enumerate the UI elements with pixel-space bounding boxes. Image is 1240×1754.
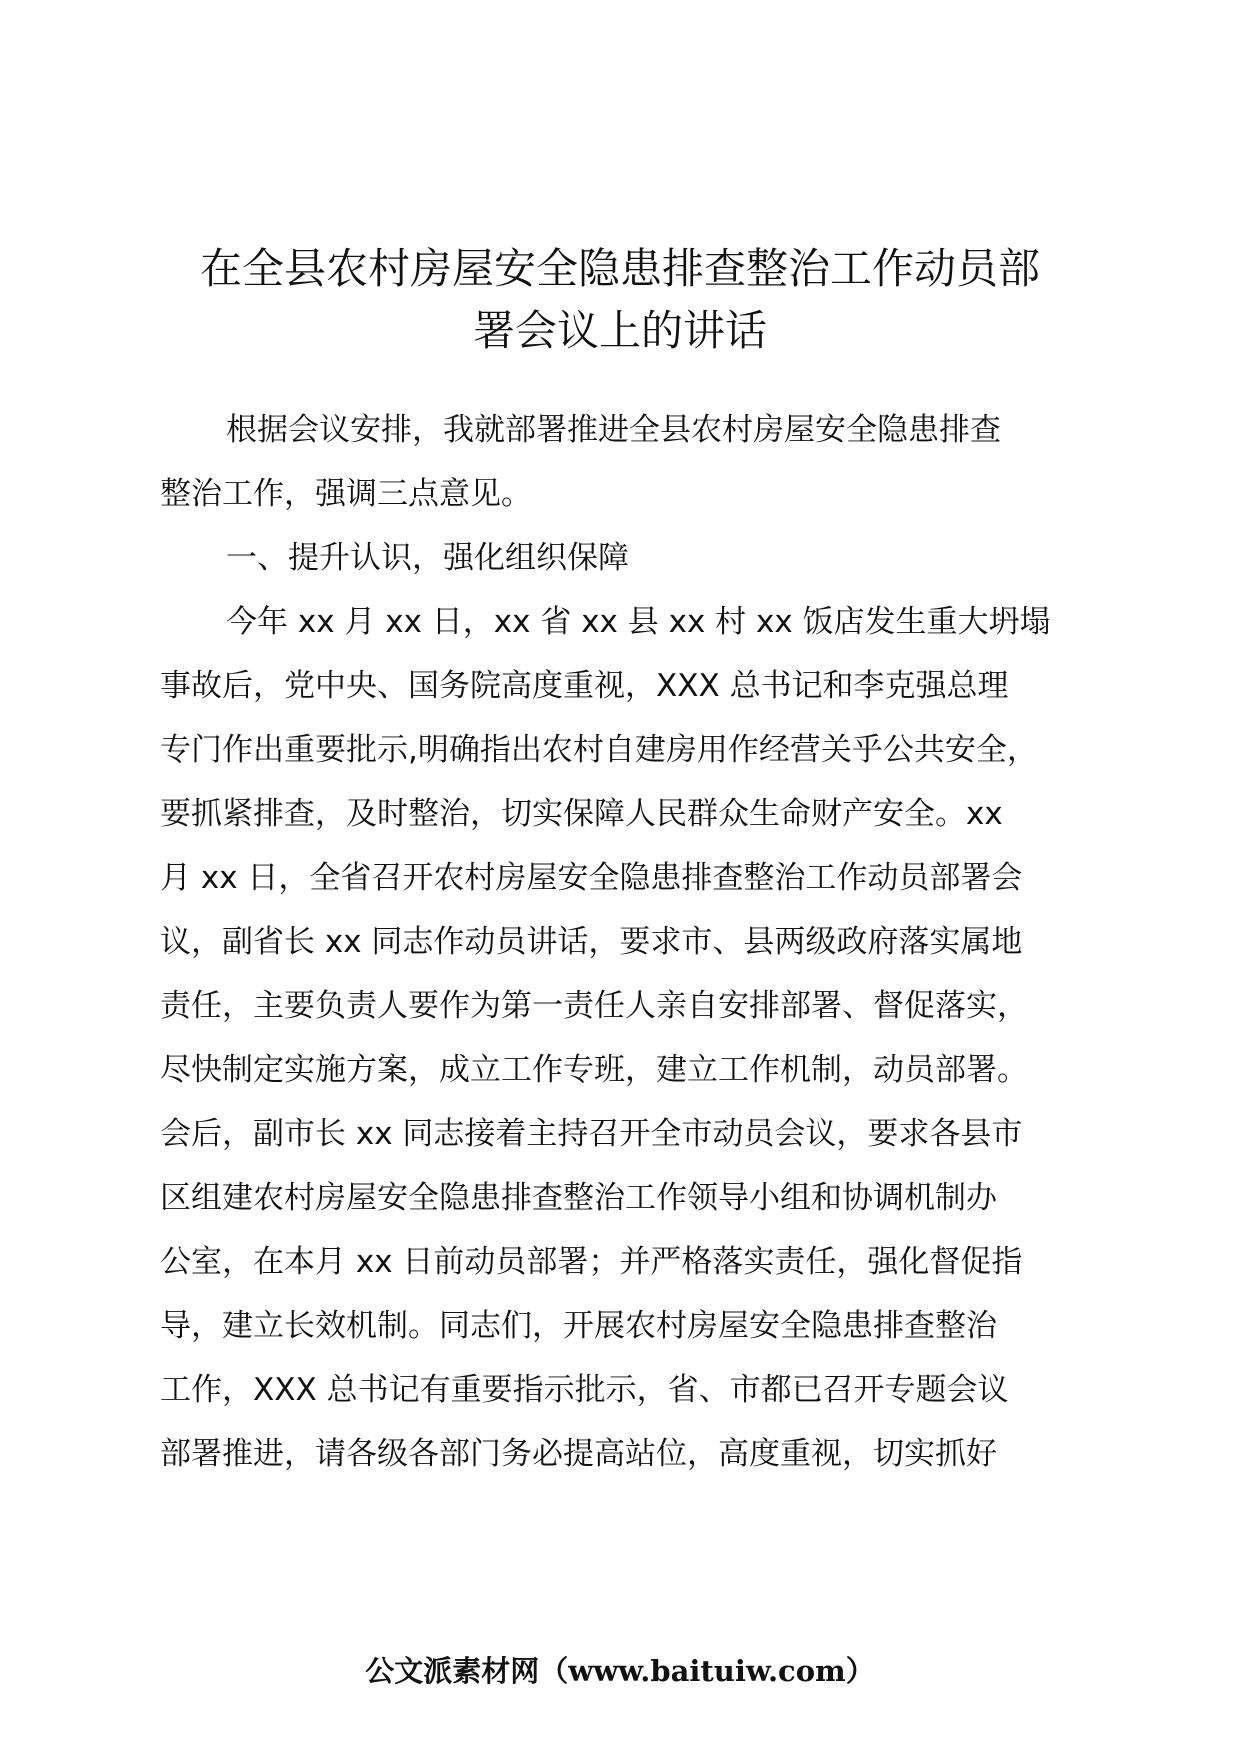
paragraph-line: 公室，在本月 xx 日前动员部署；并严格落实责任，强化督促指 <box>160 1244 1023 1280</box>
paragraph-line: 责任，主要负责人要作为第一责任人亲自安排部署、督促落实， <box>160 988 1028 1024</box>
paragraph-intro-line: 根据会议安排，我就部署推进全县农村房屋安全隐患排查 <box>226 412 1001 448</box>
paragraph-line: 月 xx 日，全省召开农村房屋安全隐患排查整治工作动员部署会 <box>160 860 1023 896</box>
paragraph-line: 区组建农村房屋安全隐患排查整治工作领导小组和协调机制办 <box>160 1180 997 1216</box>
paragraph-line: 工作，XXX 总书记有重要指示批示，省、市都已召开专题会议 <box>160 1372 1009 1408</box>
paragraph-intro-line: 整治工作，强调三点意见。 <box>160 476 532 512</box>
document-body <box>160 398 1120 1486</box>
paragraph-line: 专门作出重要批示,明确指出农村自建房用作经营关乎公共安全， <box>160 732 1038 768</box>
footer-watermark: 公文派素材网（www.baituiw.com） <box>365 1654 875 1688</box>
paragraph-line: 议，副省长 xx 同志作动员讲话，要求市、县两级政府落实属地 <box>160 924 1023 960</box>
paragraph-line: 事故后，党中央、国务院高度重视，XXX 总书记和李克强总理 <box>160 668 1009 704</box>
paragraph-line: 今年 xx 月 xx 日，xx 省 xx 县 xx 村 xx 饭店发生重大坍塌 <box>226 604 1051 640</box>
document-title <box>150 238 1090 362</box>
paragraph-line: 尽快制定实施方案，成立工作专班，建立工作机制，动员部署。 <box>160 1052 1028 1088</box>
paragraph-line: 导，建立长效机制。同志们，开展农村房屋安全隐患排查整治 <box>160 1308 997 1344</box>
title-line-2: 署会议上的讲话 <box>472 306 767 355</box>
title-line-1: 在全县农村房屋安全隐患排查整治工作动员部 <box>199 244 1040 293</box>
section-heading: 一、提升认识，强化组织保障 <box>226 540 629 576</box>
paragraph-line: 部署推进，请各级各部门务必提高站位，高度重视，切实抓好 <box>160 1436 997 1472</box>
paragraph-line: 会后，副市长 xx 同志接着主持召开全市动员会议，要求各县市 <box>160 1116 1023 1152</box>
paragraph-line: 要抓紧排查，及时整治，切实保障人民群众生命财产安全。xx <box>160 796 1003 832</box>
